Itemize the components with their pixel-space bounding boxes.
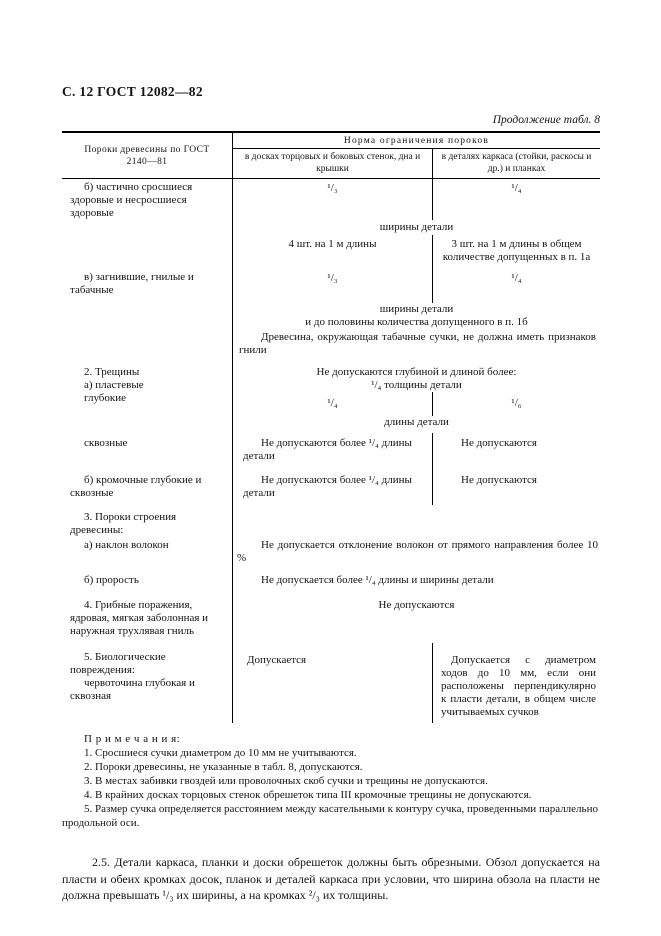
defect-label: а) наклон волокон xyxy=(84,539,169,551)
norm-frame-value: Допускается с диаметром ходов до 10 мм, если они расположены перпендикулярно к пласти детали, в общем числе учитываемых сучков xyxy=(441,654,596,718)
norm-boards-value: Не допускаются более ¹/₄ длины детали xyxy=(243,474,412,499)
table-caption: Продолжение табл. 8 xyxy=(492,114,600,126)
defect-label: 5. Биологические повреждения: xyxy=(70,651,166,676)
table-row xyxy=(62,433,600,467)
page-header: С. 12 ГОСТ 12082—82 xyxy=(62,84,203,99)
span-half-label: и до половины количества допущенного в п. 1б xyxy=(305,316,528,328)
defect-label: а) пластевые xyxy=(84,379,144,391)
table-row xyxy=(62,537,600,567)
table-row xyxy=(62,467,600,505)
norm-boards-value: Не допускаются более ¹/₄ длины детали xyxy=(243,437,412,462)
table-row xyxy=(62,220,600,235)
norm-frame-value: ¹/₄ xyxy=(511,182,522,194)
clause-2-5: 2.5. Детали каркаса, планки и доски обрешеток должны быть обрезными. Обзол допускается на пласти и обеих кромках досок, планок и деталей каркаса при условии, что ширина обзола на пласти не должна превышать ¹/₃ их ширины, а на кромках ²/₃ их толщины. xyxy=(62,855,600,902)
defect-label: б) частично сросшиеся здоровые и несросшиеся здоровые xyxy=(70,181,193,219)
norm-span-value: Не допускается более ¹/₄ длины и ширины детали xyxy=(261,574,494,586)
defect-label: б) прорость xyxy=(84,574,139,586)
table-row xyxy=(62,643,600,723)
tobacco-knots-note: Древесина, окружающая табачные сучки, не должна иметь признаков гнили xyxy=(239,331,596,356)
table-row xyxy=(62,362,600,433)
span-length-label: длины детали xyxy=(384,416,449,428)
table-row xyxy=(62,303,600,316)
defect-label: 3. Пороки строения древесины: xyxy=(70,511,177,536)
table-row xyxy=(62,591,600,643)
cracks-norm-line: Не допускаются глубиной и длиной более: xyxy=(316,366,517,378)
col3-header-label: в деталях каркаса (стойки, раскосы и др.) и планках xyxy=(441,152,592,174)
defect-label: в) загнившие, гнилые и табачные xyxy=(70,271,194,296)
table-row xyxy=(62,316,600,330)
norm-frame-value: ¹/₄ xyxy=(511,272,522,284)
note-item: 1. Сросшиеся сучки диаметром до 10 мм не учитываются. xyxy=(84,747,357,759)
table-row xyxy=(62,235,600,269)
note-item: 2. Пороки древесины, не указанные в табл. 8, допускаются. xyxy=(84,761,363,773)
norm-span-value: Не допускаются xyxy=(378,599,455,611)
defect-label: 4. Грибные поражения, ядровая, мягкая заболонная и наружная трухлявая гниль xyxy=(70,599,209,637)
norm-frame-value: Не допускаются xyxy=(461,474,537,486)
note-item: 4. В крайних досках торцовых стенок обрешеток типа III кромочные трещины не допускаются. xyxy=(84,789,532,801)
norm-boards-value: ¹/₃ xyxy=(233,269,433,303)
span-width-label: ширины детали xyxy=(379,221,454,233)
notes-section xyxy=(62,732,600,830)
table-row xyxy=(62,505,600,537)
table-row xyxy=(62,179,600,220)
cracks-norm-line: ¹/₄ толщины детали xyxy=(371,379,462,391)
note-item: 5. Размер сучка определяется расстоянием между касательными к контуру сучка, проведенными параллельно продольной оси. xyxy=(62,803,598,829)
defect-label: сквозные xyxy=(84,437,128,449)
norm-span-value: Не допускается отклонение волокон от прямого направления более 10 % xyxy=(237,539,598,564)
notes-title: П р и м е ч а н и я: xyxy=(84,733,181,745)
norm-header-group xyxy=(233,133,600,178)
defect-label: б) кромочные глубокие и сквозные xyxy=(70,474,202,499)
span-width-label: ширины детали xyxy=(379,303,454,315)
wood-defects-table xyxy=(62,131,600,723)
table-header-row xyxy=(62,133,600,179)
norm-boards-value: Допускается xyxy=(233,643,433,723)
col1-header-label: Пороки древесины по ГОСТ 2140—81 xyxy=(84,144,210,167)
norm-frame-value: 3 шт. на 1 м длины в общем количестве допущенных в п. 1а xyxy=(442,238,591,263)
norm-frame-value: Не допускаются xyxy=(461,437,537,449)
defect-label: 2. Трещины xyxy=(84,366,140,378)
norm-boards-value: ¹/₄ xyxy=(233,392,433,416)
norm-header-label: Норма ограничения пороков xyxy=(233,133,600,149)
norm-boards-value: 4 шт. на 1 м длины xyxy=(233,235,433,269)
norm-boards-value: ¹/₃ xyxy=(233,179,433,220)
defect-label: глубокие xyxy=(84,392,127,404)
col2-header-label: в досках торцовых и боковых стенок, дна и крышки xyxy=(233,149,433,178)
table-row xyxy=(62,330,600,362)
norm-frame-value: ¹/₆ xyxy=(511,397,522,409)
note-item: 3. В местах забивки гвоздей или проволочных скоб сучки и трещины не допускаются. xyxy=(84,775,488,787)
col1-header-cell xyxy=(62,133,233,178)
defect-label: червоточина глубокая и сквозная xyxy=(70,677,195,702)
table-row xyxy=(62,567,600,591)
sub-header-row xyxy=(233,149,600,178)
table-row xyxy=(62,269,600,303)
